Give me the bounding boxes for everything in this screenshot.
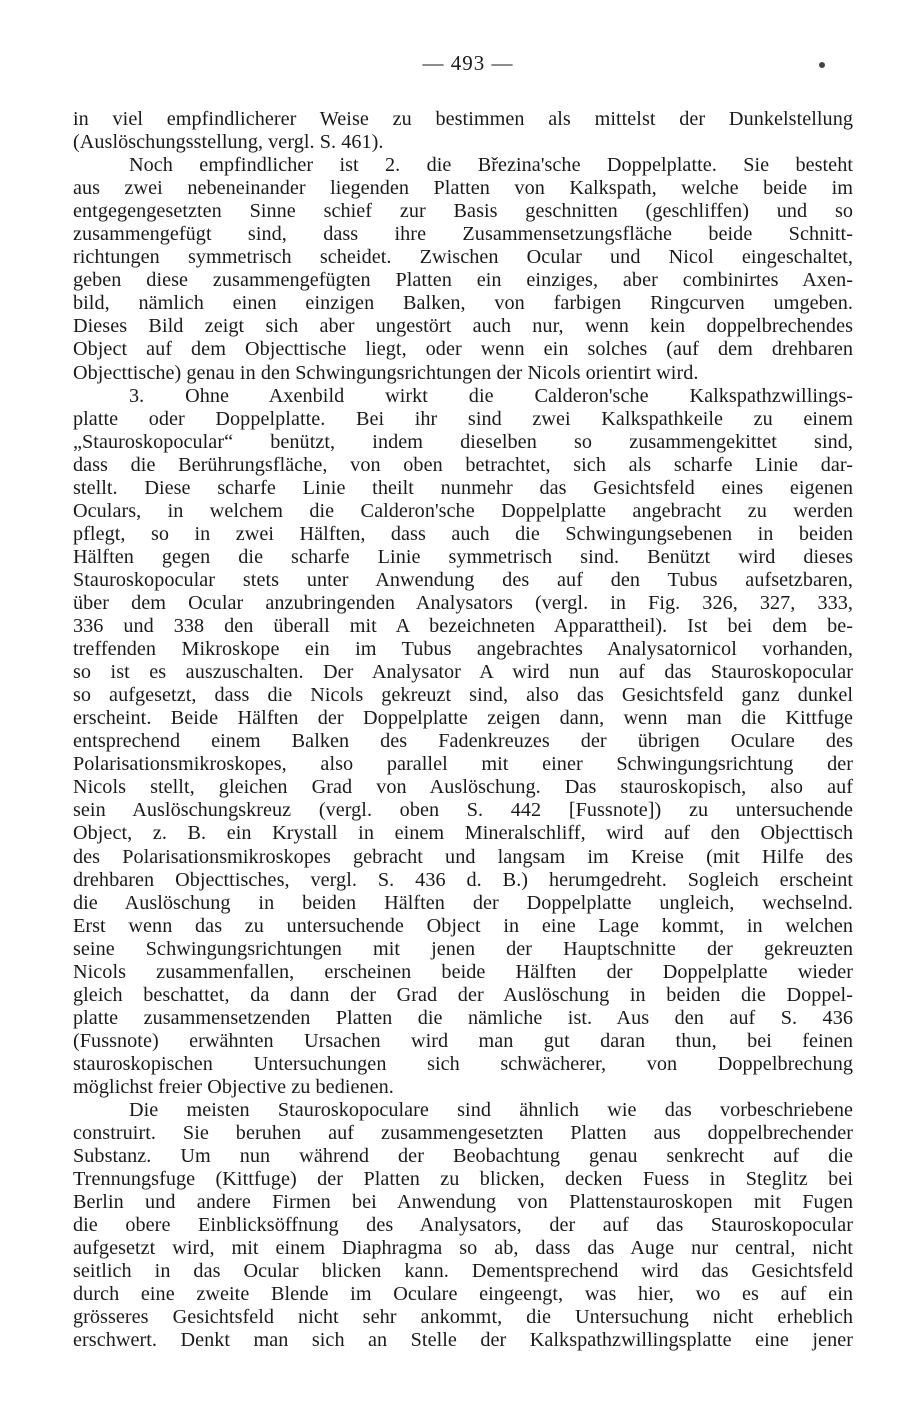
body-text [73,108,853,1353]
text-line: erschwert. Denkt man sich an Stelle der Kalkspathzwillingsplatte eine jener [73,1329,853,1352]
text-line: geben diese zusammengefügten Platten ein einziges, aber combinirtes Axen- [73,269,853,292]
text-line: Objecttische) genau in den Schwingungsrichtungen der Nicols orientirt wird. [73,361,699,384]
page-number: — 493 — [422,51,514,75]
text-line: platte oder Doppelplatte. Bei ihr sind zwei Kalkspathkeile zu einem [73,407,853,430]
text-line: in viel empfindlicherer Weise zu bestimmen als mittelst der Dunkelstellung [73,108,853,130]
text-line: pflegt, so in zwei Hälften, dass auch die Schwingungsebenen in beiden [73,522,853,545]
text-line: Stauroskopocular stets unter Anwendung des auf den Tubus aufsetzbaren, [73,568,853,591]
text-line: Trennungsfuge (Kittfuge) der Platten zu blicken, decken Fuess in Steglitz bei [73,1168,853,1191]
text-line: grösseres Gesichtsfeld nicht sehr ankommt, die Untersuchung nicht erheblich [73,1306,853,1329]
text-line: Nicols zusammenfallen, erscheinen beide Hälften der Doppelplatte wieder [73,960,853,983]
text-line: die Auslöschung in beiden Hälften der Doppelplatte ungleich, wechselnd. [73,891,853,914]
text-line: Berlin und andere Firmen bei Anwendung von Plattenstauroskopen mit Fugen [73,1191,853,1214]
text-line: Oculars, in welchem die Calderon'sche Doppelplatte angebracht zu werden [73,499,853,522]
text-line: seine Schwingungsrichtungen mit jenen der Hauptschnitte der gekreuzten [73,937,853,960]
text-line: drehbaren Objecttisches, vergl. S. 436 d. B.) herumgedreht. Sogleich erscheint [73,868,853,891]
text-line: die obere Einblicksöffnung des Analysators, der auf das Stauroskopocular [73,1214,853,1237]
text-line: bild, nämlich einen einzigen Balken, von farbigen Ringcurven umgeben. [73,292,853,315]
ink-dot-mark [819,62,825,68]
text-line: 336 und 338 den überall mit A bezeichneten Apparattheil). Ist bei dem be- [73,615,853,638]
text-line: construirt. Sie beruhen auf zusammengesetzten Platten aus doppelbrechender [73,1122,853,1145]
text-line: Substanz. Um nun während der Beobachtung genau senkrecht auf die [73,1145,853,1168]
page-header [73,48,853,88]
text-line: aufgesetzt wird, mit einem Diaphragma so ab, dass das Auge nur central, nicht [73,1237,853,1260]
text-line: durch eine zweite Blende im Oculare eingeengt, was hier, wo es auf ein [73,1283,853,1306]
text-line: richtungen symmetrisch scheidet. Zwischen Ocular und Nicol eingeschaltet, [73,246,853,269]
text-line: so aufgesetzt, dass die Nicols gekreuzt sind, also das Gesichtsfeld ganz dunkel [73,684,853,707]
text-line: des Polarisationsmikroskopes gebracht und langsam im Kreise (mit Hilfe des [73,845,853,868]
text-line: sein Auslöschungskreuz (vergl. oben S. 442 [Fussnote]) zu untersuchende [73,799,853,822]
text-line: Object auf dem Objecttische liegt, oder wenn ein solches (auf dem drehbaren [73,338,853,361]
text-line: erscheint. Beide Hälften der Doppelplatte zeigen dann, wenn man die Kittfuge [73,707,853,730]
text-line: Noch empfindlicher ist 2. die Březina'sche Doppelplatte. Sie besteht [129,154,853,177]
text-line: über dem Ocular anzubringenden Analysators (vergl. in Fig. 326, 327, 333, [73,591,853,614]
text-line: Polarisationsmikroskopes, also parallel mit einer Schwingungsrichtung der [73,753,853,776]
text-line: 3. Ohne Axenbild wirkt die Calderon'sche Kalkspathzwillings- [129,384,853,407]
text-line: entsprechend einem Balken des Fadenkreuzes der übrigen Oculare des [73,730,853,753]
text-line: Object, z. B. ein Krystall in einem Mineralschliff, wird auf den Objecttisch [73,822,853,845]
text-line: gleich beschattet, da dann der Grad der Auslöschung in beiden die Doppel- [73,983,853,1006]
text-line: platte zusammensetzenden Platten die nämliche ist. Aus den auf S. 436 [73,1006,853,1029]
text-line: stauroskopischen Untersuchungen sich schwächerer, von Doppelbrechung [73,1052,853,1075]
text-line: (Fussnote) erwähnten Ursachen wird man gut daran thun, bei feinen [73,1029,853,1052]
text-line: Dieses Bild zeigt sich aber ungestört auch nur, wenn kein doppelbrechendes [73,315,853,338]
text-line: aus zwei nebeneinander liegenden Platten von Kalkspath, welche beide im [73,177,853,200]
text-line: entgegengesetzten Sinne schief zur Basis geschnitten (geschliffen) und so [73,200,853,223]
text-line: Erst wenn das zu untersuchende Object in eine Lage kommt, in welchen [73,914,853,937]
text-line: „Stauroskopocular“ benützt, indem dieselben so zusammengekittet sind, [73,430,853,453]
page [73,48,853,1353]
text-line: zusammengefügt sind, dass ihre Zusammensetzungsfläche beide Schnitt- [73,223,853,246]
text-line: Nicols stellt, gleichen Grad von Auslöschung. Das stauroskopisch, also auf [73,776,853,799]
text-line: Hälften gegen die scharfe Linie symmetrisch sind. Benützt wird dieses [73,545,853,568]
text-line: stellt. Diese scharfe Linie theilt nunmehr das Gesichtsfeld eines eigenen [73,476,853,499]
text-line: treffenden Mikroskope ein im Tubus angebrachtes Analysatornicol vorhanden, [73,638,853,661]
text-line: (Auslöschungsstellung, vergl. S. 461). [73,131,384,154]
text-line: dass die Berührungsfläche, von oben betrachtet, sich als scharfe Linie dar- [73,453,853,476]
text-line: so ist es auszuschalten. Der Analysator A wird nun auf das Stauroskopocular [73,661,853,684]
text-line: möglichst freier Objective zu bedienen. [73,1075,394,1098]
text-line: seitlich in das Ocular blicken kann. Dementsprechend wird das Gesichtsfeld [73,1260,853,1283]
text-line: Die meisten Stauroskopoculare sind ähnlich wie das vorbeschriebene [129,1099,853,1122]
